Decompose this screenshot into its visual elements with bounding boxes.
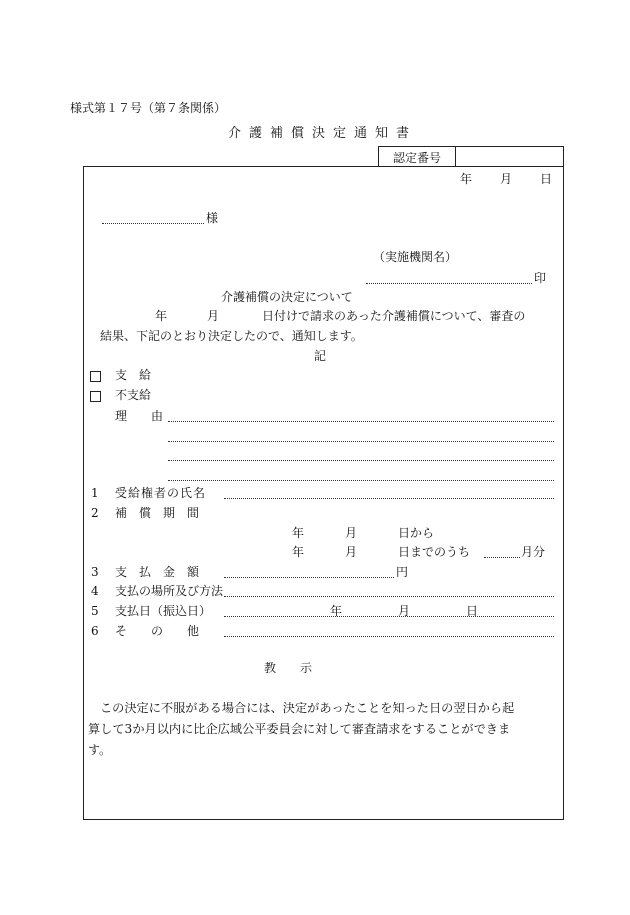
date-day: 日 [540, 172, 553, 186]
body-month: 月 [207, 309, 220, 323]
period-to-label: 日までのうち [398, 545, 471, 559]
period-from-label: 日から [398, 526, 435, 540]
item3-line [224, 577, 394, 578]
item3-yen: 円 [396, 565, 409, 579]
ki-heading: 記 [314, 349, 327, 363]
item3-number: 3 [91, 565, 99, 579]
instruction-line3: す。 [88, 743, 112, 757]
item1-label: 受給権者の氏名 [115, 486, 207, 500]
reject-label: 不支給 [115, 388, 152, 402]
reason-line-1 [168, 421, 554, 422]
item5-year: 年 [330, 604, 343, 618]
item6-label: そ の 他 [115, 624, 200, 638]
reason-line-4 [168, 480, 554, 481]
reason-label: 理 由 [115, 409, 164, 423]
item1-number: 1 [91, 486, 99, 500]
reason-line-2 [168, 441, 554, 442]
date-year: 年 [460, 172, 473, 186]
item3-label: 支 払 金 額 [115, 565, 200, 579]
item2-label: 補 償 期 間 [115, 506, 200, 520]
instruction-line2: 算して3か月以内に比企広域公平委員会に対して審査請求をすることができま [88, 722, 511, 736]
instruction-line1: この決定に不服がある場合には、決定があったことを知った日の翌日から起 [100, 701, 515, 715]
reject-checkbox[interactable] [90, 391, 101, 402]
period-months-line [484, 557, 520, 558]
item6-number: 6 [91, 624, 99, 638]
issuer-name-line [366, 283, 532, 284]
item5-month: 月 [398, 604, 411, 618]
period-from-month: 月 [345, 526, 358, 540]
document-title: 介護補償決定通知書 [228, 126, 418, 141]
item4-label: 支払の場所及び方法 [115, 584, 224, 598]
body-line1: 日付けで請求のあった介護補償について、審査の [262, 309, 526, 323]
recipient-honorific: 様 [206, 211, 219, 225]
period-months-label: 月分 [521, 545, 546, 559]
item5-line [224, 616, 554, 617]
approve-checkbox[interactable] [90, 371, 101, 382]
period-to-month: 月 [345, 545, 358, 559]
instruction-heading: 教 示 [264, 661, 313, 675]
item4-line [224, 596, 554, 597]
approve-label: 支 給 [115, 368, 152, 382]
item1-line [224, 498, 554, 499]
item5-number: 5 [91, 604, 99, 618]
form-number: 様式第１７号（第７条関係） [70, 101, 227, 115]
item2-number: 2 [91, 506, 99, 520]
item6-line [224, 636, 554, 637]
seal-mark: 印 [534, 271, 547, 285]
period-from-year: 年 [292, 526, 305, 540]
recipient-name-line [102, 223, 204, 224]
issuer-org-label: （実施機関名） [373, 250, 458, 264]
reason-line-3 [168, 460, 554, 461]
item4-number: 4 [91, 584, 99, 598]
certification-number-label: 認定番号 [392, 151, 441, 165]
certification-number-box [378, 146, 564, 167]
item5-day: 日 [466, 604, 479, 618]
subject-line: 介護補償の決定について [221, 290, 353, 304]
item5-label: 支払日（振込日） [115, 604, 212, 618]
date-month: 月 [500, 172, 513, 186]
body-year: 年 [155, 309, 168, 323]
period-to-year: 年 [292, 545, 305, 559]
body-line2: 結果、下記のとおり決定したので、通知します。 [100, 329, 363, 343]
